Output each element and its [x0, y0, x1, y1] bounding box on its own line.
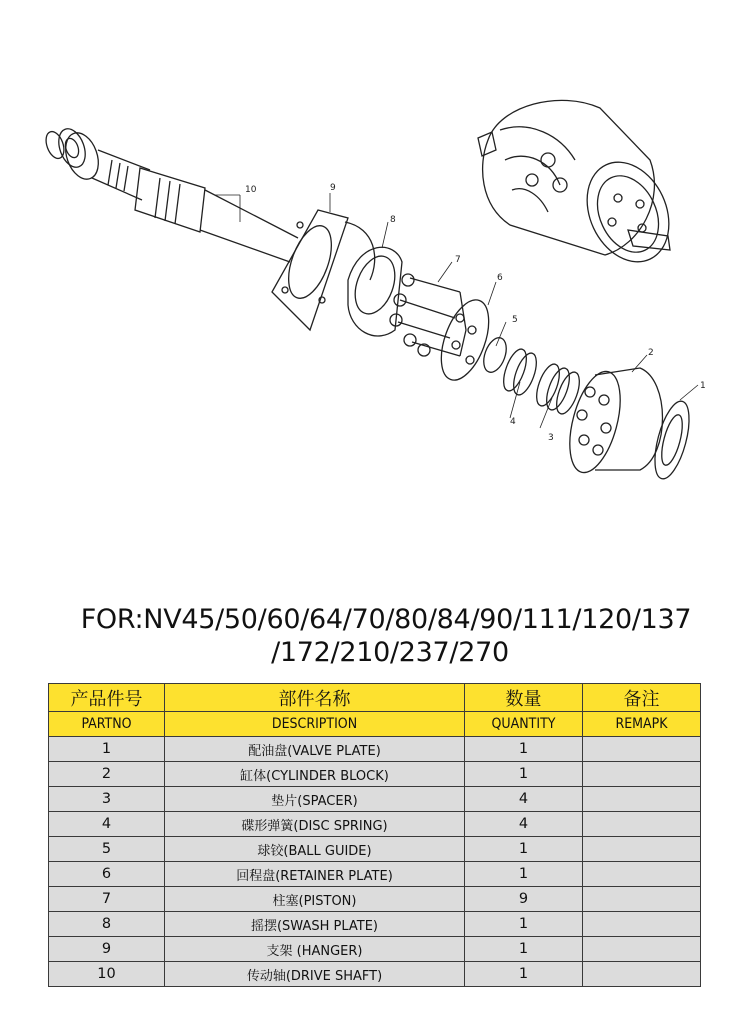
part-remark [583, 962, 701, 987]
part-quantity: 9 [465, 887, 583, 912]
part-remark [583, 762, 701, 787]
model-title [0, 603, 750, 669]
callout-label: 8 [390, 215, 396, 225]
assembled-motor-drawing [478, 100, 684, 275]
part-quantity: 1 [465, 837, 583, 862]
table-row [49, 937, 701, 962]
part-number: 8 [49, 912, 165, 937]
callout-label: 10 [245, 185, 257, 195]
col-header-description: DESCRIPTION [165, 712, 465, 737]
callout-label: 3 [548, 433, 554, 443]
part-quantity: 1 [465, 737, 583, 762]
part-description: 回程盘(RETAINER PLATE) [165, 862, 465, 887]
table-row [49, 812, 701, 837]
part-number: 5 [49, 837, 165, 862]
col-header-remark: REMAPK [583, 712, 701, 737]
callout-label: 6 [497, 273, 503, 283]
header-row-chinese [49, 684, 701, 712]
part-description: 配油盘(VALVE PLATE) [165, 737, 465, 762]
part-remark [583, 937, 701, 962]
retainer-plate-drawing [432, 294, 498, 387]
part-description: 传动轴(DRIVE SHAFT) [165, 962, 465, 987]
table-row [49, 912, 701, 937]
model-title-line-1: FOR:NV45/50/60/64/70/80/84/90/111/120/137 [80, 604, 692, 635]
part-number: 6 [49, 862, 165, 887]
part-remark [583, 837, 701, 862]
disc-springs-drawing [499, 346, 584, 417]
part-number: 7 [49, 887, 165, 912]
part-quantity: 4 [465, 812, 583, 837]
part-number: 4 [49, 812, 165, 837]
callout-label: 7 [455, 255, 461, 265]
part-number: 3 [49, 787, 165, 812]
part-description: 摇摆(SWASH PLATE) [165, 912, 465, 937]
part-quantity: 1 [465, 862, 583, 887]
part-description: 支架 (HANGER) [165, 937, 465, 962]
part-number: 1 [49, 737, 165, 762]
part-remark [583, 787, 701, 812]
callout-leaders [215, 193, 698, 428]
part-number: 10 [49, 962, 165, 987]
part-description: 柱塞(PISTON) [165, 887, 465, 912]
part-quantity: 4 [465, 787, 583, 812]
callout-label: 1 [700, 381, 706, 391]
part-quantity: 1 [465, 937, 583, 962]
drive-shaft-drawing [43, 125, 298, 262]
col-header-partno-cn: 产品件号 [49, 684, 165, 712]
table-row [49, 787, 701, 812]
callout-label: 2 [648, 348, 654, 358]
part-number: 2 [49, 762, 165, 787]
col-header-description-cn: 部件名称 [165, 684, 465, 712]
col-header-quantity: QUANTITY [465, 712, 583, 737]
col-header-quantity-cn: 数量 [465, 684, 583, 712]
table-row [49, 762, 701, 787]
part-description: 球铰(BALL GUIDE) [165, 837, 465, 862]
hanger-drawing [272, 210, 375, 330]
cylinder-block-drawing [560, 366, 662, 478]
col-header-remark-cn: 备注 [583, 684, 701, 712]
parts-table [48, 683, 701, 987]
callout-label: 5 [512, 315, 518, 325]
part-quantity: 1 [465, 912, 583, 937]
part-description: 垫片(SPACER) [165, 787, 465, 812]
part-remark [583, 862, 701, 887]
col-header-partno: PARTNO [49, 712, 165, 737]
table-row [49, 962, 701, 987]
part-description: 缸体(CYLINDER BLOCK) [165, 762, 465, 787]
part-description: 碟形弹簧(DISC SPRING) [165, 812, 465, 837]
table-row [49, 737, 701, 762]
part-remark [583, 912, 701, 937]
part-remark [583, 737, 701, 762]
model-title-line-2: /172/210/237/270 [271, 637, 509, 668]
part-remark [583, 812, 701, 837]
part-quantity: 1 [465, 762, 583, 787]
part-remark [583, 887, 701, 912]
callout-label: 4 [510, 417, 516, 427]
valve-plate-drawing [648, 398, 696, 483]
callout-label: 9 [330, 183, 336, 193]
part-quantity: 1 [465, 962, 583, 987]
table-row [49, 887, 701, 912]
table-row [49, 837, 701, 862]
header-row-english [49, 712, 701, 737]
part-number: 9 [49, 937, 165, 962]
table-row [49, 862, 701, 887]
